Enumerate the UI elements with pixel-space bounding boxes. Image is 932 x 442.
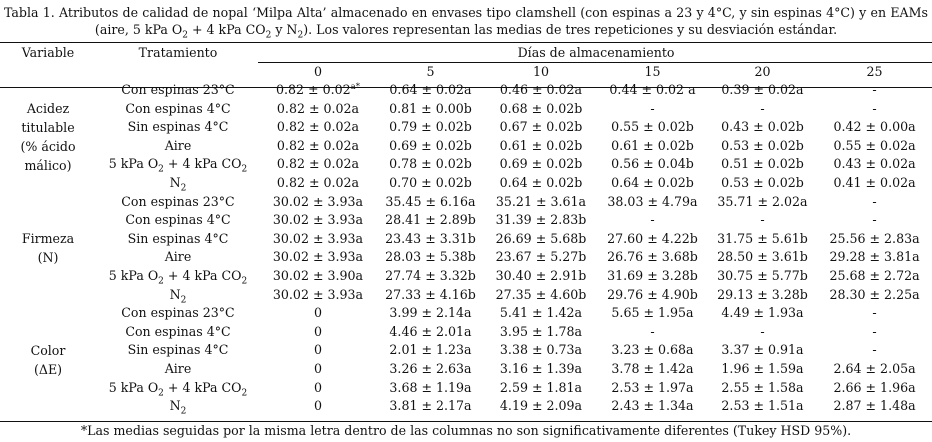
value-cell: 0.81 ± 0.00b bbox=[389, 100, 472, 116]
table-footnote: *Las medias seguidas por la misma letra dentro de las columnas no son significativamente diferentes (Tukey HSD 95%). bbox=[80, 423, 852, 438]
value-cell: 0.51 ± 0.02b bbox=[721, 156, 804, 172]
treatment-cell: $N_2$ bbox=[169, 286, 187, 306]
value-cell: 30.02 ± 3.93a bbox=[272, 193, 364, 209]
treatment-cell: Aire bbox=[164, 249, 192, 265]
value-cell: 30.40 ± 2.91b bbox=[495, 267, 587, 283]
table-row bbox=[0, 286, 932, 305]
value-cell: 30.02 ± 3.93a bbox=[272, 286, 364, 302]
value-cell: 28.50 ± 3.61b bbox=[717, 249, 808, 265]
value-cell: 30.75 ± 5.77b bbox=[717, 267, 808, 283]
table-row bbox=[0, 379, 932, 398]
value-cell: - bbox=[760, 100, 765, 116]
value-cell: 0.68 ± 0.02b bbox=[499, 100, 583, 116]
value-cell: 0 bbox=[313, 379, 322, 395]
value-cell: $0.82 \pm 0.02^{a*}$ bbox=[276, 81, 360, 97]
treatment-cell: Con espinas 4°C bbox=[125, 100, 231, 116]
variable-line: (% ácido bbox=[20, 138, 76, 154]
value-cell: 0.43 ± 0.02b bbox=[721, 119, 804, 135]
value-cell: 0 bbox=[313, 305, 322, 321]
variable-header: Variable bbox=[21, 45, 75, 60]
value-cell: 23.43 ± 3.31b bbox=[385, 230, 476, 246]
treatment-cell: Sin espinas 4°C bbox=[127, 342, 229, 358]
variable-line: Acidez bbox=[26, 100, 70, 116]
value-cell: 2.53 ± 1.97a bbox=[611, 379, 694, 395]
table-row bbox=[0, 230, 932, 249]
day-header-20: 20 bbox=[754, 64, 771, 79]
value-cell: 0.43 ± 0.02a bbox=[833, 156, 916, 172]
table-row bbox=[0, 360, 932, 379]
table-caption: Tabla 1. Atributos de calidad de nopal ‘Milpa Alta’ almacenado en envases tipo clamshell (con espinas a 23 y 4°C, y sin espinas 4°C) y en EAMs (aire, 5 kPa $O_2 + 4$ kPa $CO_2$ y $N_2$). Los valores representan las medias de tres repeticiones y su desviación estándar. bbox=[4, 5, 928, 41]
value-cell: 2.59 ± 1.81a bbox=[499, 379, 583, 395]
treatment-cell: Con espinas 23°C bbox=[121, 193, 235, 209]
value-cell: 0.67 ± 0.02b bbox=[499, 119, 583, 135]
variable-cell bbox=[0, 304, 96, 416]
value-cell: 31.39 ± 2.83b bbox=[495, 212, 587, 228]
value-cell: 2.43 ± 1.34a bbox=[611, 398, 694, 414]
value-cell: 3.23 ± 0.68a bbox=[611, 342, 694, 358]
value-cell: 5.65 ± 1.95a bbox=[611, 305, 694, 321]
value-cell: 2.53 ± 1.51a bbox=[721, 398, 804, 414]
table-row bbox=[0, 211, 932, 230]
table-row bbox=[0, 267, 932, 286]
value-cell: - bbox=[650, 100, 655, 116]
value-cell: - bbox=[650, 212, 655, 228]
value-cell: 0.44 ± 0.02 a bbox=[609, 82, 696, 97]
treatment-cell: 5 kPa $O_2 + 4$ kPa $CO_2$ bbox=[108, 156, 248, 175]
value-cell: 2.55 ± 1.58a bbox=[721, 379, 804, 395]
variable-line: Firmeza bbox=[21, 231, 75, 247]
value-cell: 2.01 ± 1.23a bbox=[389, 342, 472, 358]
table-row bbox=[0, 137, 932, 156]
value-cell: 25.68 ± 2.72a bbox=[829, 267, 920, 283]
table-row bbox=[0, 118, 932, 137]
value-cell: 0.82 ± 0.02a bbox=[276, 156, 360, 172]
value-cell: 0.70 ± 0.02b bbox=[389, 174, 472, 190]
value-cell: 3.81 ± 2.17a bbox=[389, 398, 472, 414]
value-cell: 0.64 ± 0.02b bbox=[611, 174, 694, 190]
treatment-cell: $N_2$ bbox=[169, 174, 187, 194]
table-row bbox=[0, 100, 932, 119]
value-cell: 29.13 ± 3.28b bbox=[717, 286, 808, 302]
day-header-5: 5 bbox=[426, 64, 435, 79]
value-cell: 3.38 ± 0.73a bbox=[499, 342, 583, 358]
day-header-0: 0 bbox=[313, 64, 322, 79]
variable-line: (ΔE) bbox=[33, 361, 63, 377]
value-cell: 0.46 ± 0.02a bbox=[499, 82, 583, 97]
value-cell: 0.79 ± 0.02b bbox=[389, 119, 472, 135]
header-row-1 bbox=[0, 43, 932, 62]
value-cell: 0.82 ± 0.02a bbox=[276, 100, 360, 116]
value-cell: 0.69 ± 0.02b bbox=[499, 156, 583, 172]
value-cell: - bbox=[872, 305, 877, 321]
treatment-cell: Con espinas 4°C bbox=[125, 323, 231, 339]
value-cell: 3.99 ± 2.14a bbox=[389, 305, 472, 321]
treatment-header: Tratamiento bbox=[138, 45, 218, 60]
value-cell: 0 bbox=[313, 398, 322, 414]
value-cell: 28.30 ± 2.25a bbox=[829, 286, 920, 302]
table-row bbox=[0, 174, 932, 193]
value-cell: 0.64 ± 0.02b bbox=[499, 174, 583, 190]
value-cell: 30.02 ± 3.90a bbox=[272, 267, 364, 283]
table-row bbox=[0, 81, 932, 100]
value-cell: 27.74 ± 3.32b bbox=[385, 267, 476, 283]
value-cell: 30.02 ± 3.93a bbox=[272, 212, 364, 228]
table-row bbox=[0, 248, 932, 267]
value-cell: 3.78 ± 1.42a bbox=[611, 360, 694, 376]
table-row bbox=[0, 193, 932, 212]
value-cell: 31.69 ± 3.28b bbox=[607, 267, 698, 283]
treatment-cell: $N_2$ bbox=[169, 398, 187, 417]
value-cell: 0.42 ± 0.00a bbox=[833, 119, 916, 135]
treatment-cell: Aire bbox=[164, 137, 192, 153]
table-row bbox=[0, 304, 932, 323]
value-cell: 0 bbox=[313, 342, 322, 358]
value-cell: 0.56 ± 0.04b bbox=[611, 156, 694, 172]
value-cell: 27.35 ± 4.60b bbox=[495, 286, 587, 302]
value-cell: 4.46 ± 2.01a bbox=[389, 323, 472, 339]
treatment-cell: 5 kPa $O_2 + 4$ kPa $CO_2$ bbox=[108, 267, 248, 287]
value-cell: 0.64 ± 0.02a bbox=[389, 82, 472, 97]
value-cell: 28.41 ± 2.89b bbox=[385, 212, 476, 228]
value-cell: 25.56 ± 2.83a bbox=[829, 230, 920, 246]
value-cell: 30.02 ± 3.93a bbox=[272, 230, 364, 246]
value-cell: 30.02 ± 3.93a bbox=[272, 249, 364, 265]
value-cell: 0.61 ± 0.02b bbox=[611, 137, 694, 153]
value-cell: 31.75 ± 5.61b bbox=[717, 230, 808, 246]
value-cell: 35.71 ± 2.02a bbox=[717, 193, 808, 209]
value-cell: 3.95 ± 1.78a bbox=[499, 323, 583, 339]
table-row bbox=[0, 341, 932, 360]
value-cell: 26.69 ± 5.68b bbox=[495, 230, 587, 246]
value-cell: 0 bbox=[313, 323, 322, 339]
value-cell: 3.26 ± 2.63a bbox=[389, 360, 472, 376]
value-cell: - bbox=[872, 100, 877, 116]
value-cell: - bbox=[872, 323, 877, 339]
value-cell: 2.64 ± 2.05a bbox=[833, 360, 916, 376]
value-cell: 26.76 ± 3.68b bbox=[607, 249, 698, 265]
value-cell: 3.16 ± 1.39a bbox=[499, 360, 583, 376]
treatment-cell: Aire bbox=[164, 360, 192, 376]
treatment-cell: Con espinas 23°C bbox=[121, 305, 235, 321]
value-cell: 29.28 ± 3.81a bbox=[829, 249, 920, 265]
value-cell: - bbox=[760, 212, 765, 228]
value-cell: 0.82 ± 0.02a bbox=[276, 137, 360, 153]
value-cell: 1.96 ± 1.59a bbox=[721, 360, 804, 376]
value-cell: 2.87 ± 1.48a bbox=[833, 398, 916, 414]
value-cell: 3.37 ± 0.91a bbox=[721, 342, 804, 358]
day-header-10: 10 bbox=[532, 64, 550, 79]
value-cell: 2.66 ± 1.96a bbox=[833, 379, 916, 395]
value-cell: 35.21 ± 3.61a bbox=[495, 193, 587, 209]
variable-cell bbox=[0, 81, 96, 193]
variable-line: titulable bbox=[21, 119, 75, 135]
value-cell: 5.41 ± 1.42a bbox=[499, 305, 583, 321]
value-cell: 27.60 ± 4.22b bbox=[607, 230, 698, 246]
value-cell: 27.33 ± 4.16b bbox=[385, 286, 476, 302]
days-header: Días de almacenamiento bbox=[517, 45, 675, 60]
day-header-15: 15 bbox=[644, 64, 661, 79]
value-cell: 23.67 ± 5.27b bbox=[495, 249, 587, 265]
value-cell: - bbox=[872, 212, 877, 228]
value-cell: - bbox=[872, 193, 877, 209]
value-cell: 0.82 ± 0.02a bbox=[276, 174, 360, 190]
treatment-cell: Sin espinas 4°C bbox=[127, 230, 229, 246]
value-cell: 0.55 ± 0.02a bbox=[833, 137, 916, 153]
data-table bbox=[0, 43, 932, 416]
variable-line: (N) bbox=[37, 250, 59, 266]
treatment-cell: 5 kPa $O_2 + 4$ kPa $CO_2$ bbox=[108, 379, 248, 399]
value-cell: - bbox=[760, 323, 765, 339]
table-row bbox=[0, 155, 932, 174]
value-cell: 0.61 ± 0.02b bbox=[499, 137, 583, 153]
value-cell: - bbox=[650, 323, 655, 339]
table-row bbox=[0, 323, 932, 342]
value-cell: - bbox=[872, 342, 877, 358]
value-cell: 4.49 ± 1.93a bbox=[721, 305, 804, 321]
bottom-rule bbox=[0, 421, 932, 422]
value-cell: - bbox=[872, 82, 877, 97]
value-cell: 29.76 ± 4.90b bbox=[607, 286, 698, 302]
variable-line: málico) bbox=[24, 157, 72, 173]
value-cell: 0.78 ± 0.02b bbox=[389, 156, 472, 172]
treatment-cell: Sin espinas 4°C bbox=[127, 119, 229, 135]
value-cell: 0 bbox=[313, 360, 322, 376]
day-header-25: 25 bbox=[866, 64, 883, 79]
value-cell: 0.82 ± 0.02a bbox=[276, 119, 360, 135]
value-cell: 0.55 ± 0.02b bbox=[611, 119, 694, 135]
value-cell: 0.53 ± 0.02b bbox=[721, 174, 804, 190]
variable-line: Color bbox=[30, 342, 66, 358]
value-cell: 28.03 ± 5.38b bbox=[385, 249, 476, 265]
value-cell: 4.19 ± 2.09a bbox=[499, 398, 583, 414]
value-cell: 38.03 ± 4.79a bbox=[607, 193, 698, 209]
treatment-cell: Con espinas 23°C bbox=[121, 82, 235, 97]
value-cell: 0.53 ± 0.02b bbox=[721, 137, 804, 153]
value-cell: 0.69 ± 0.02b bbox=[389, 137, 472, 153]
table-row bbox=[0, 397, 932, 416]
value-cell: 35.45 ± 6.16a bbox=[385, 193, 476, 209]
value-cell: 0.41 ± 0.02a bbox=[833, 174, 916, 190]
treatment-cell: Con espinas 4°C bbox=[125, 212, 231, 228]
value-cell: 0.39 ± 0.02a bbox=[721, 82, 804, 97]
variable-cell bbox=[0, 193, 96, 305]
value-cell: 3.68 ± 1.19a bbox=[389, 379, 472, 395]
